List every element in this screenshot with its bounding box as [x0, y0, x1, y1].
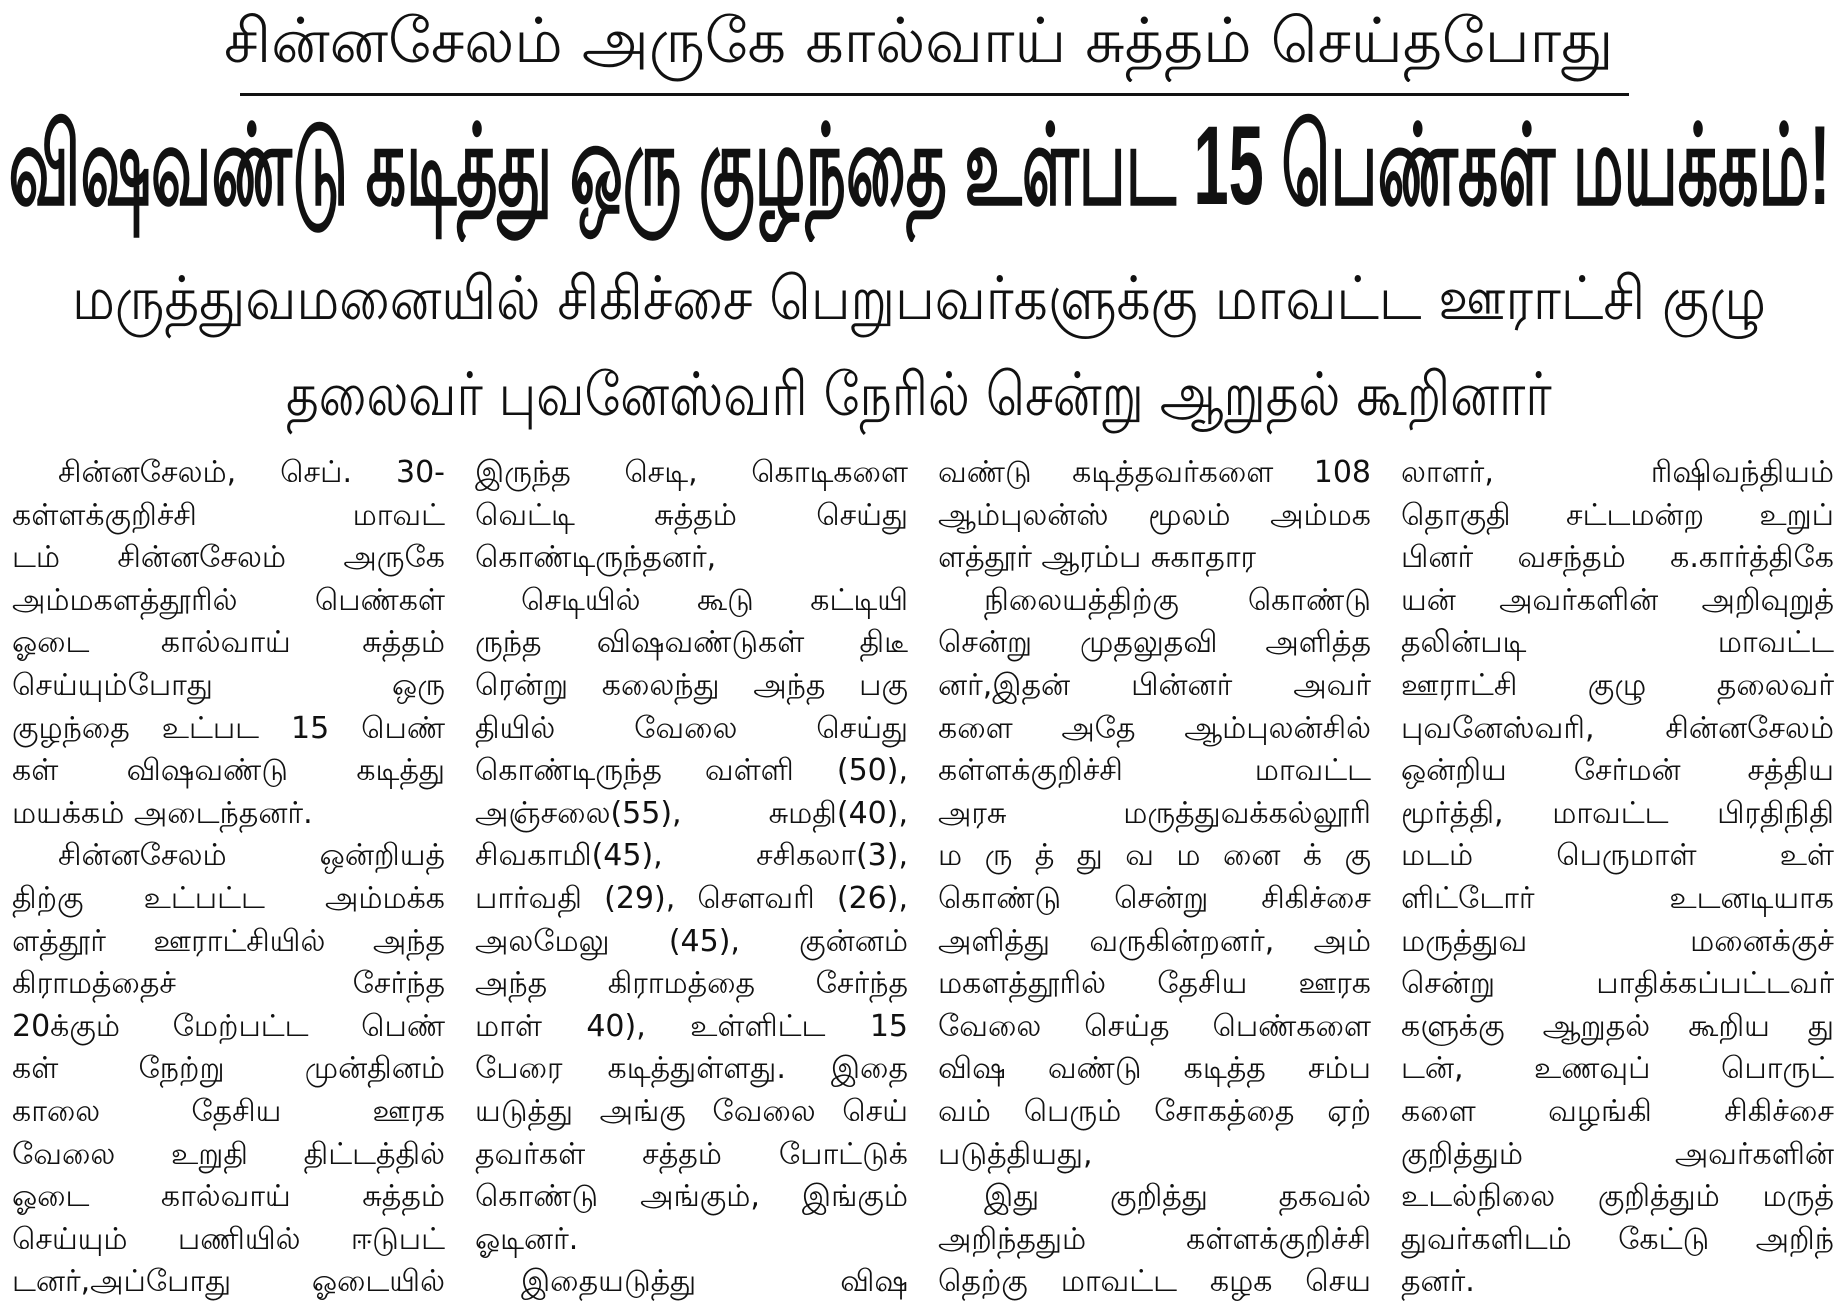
subheadline-text: தலைவர் புவனேஸ்வரி நேரில் சென்று ஆறுதல் கூறினார்: [286, 360, 1552, 430]
article-line: களை அதே ஆம்புலன்சில்: [938, 710, 1371, 746]
article-line: புவனேஸ்வரி, சின்னசேலம்: [1401, 710, 1834, 746]
article-line: துவர்களிடம் கேட்டு அறிந்: [1401, 1221, 1834, 1257]
article-line: இது குறித்து தகவல்: [984, 1179, 1371, 1215]
dateline: சின்னசேலம், செப். 30-: [58, 455, 445, 490]
article-line: ளத்தூர் ஆரம்ப சுகாதார: [938, 540, 1257, 576]
article-line: னர்,இதன் பின்னர் அவர்: [938, 667, 1371, 703]
article-line: பினர் வசந்தம் க.கார்த்திகே: [1401, 540, 1834, 576]
article-line: அளித்து வருகின்றனர், அம்: [938, 923, 1371, 959]
article-line: வண்டு கடித்தவர்களை 108: [938, 455, 1371, 490]
article-line: மாள் 40), உள்ளிட்ட 15: [475, 1008, 908, 1044]
article-line: குழந்தை உட்பட 15 பெண்: [12, 710, 445, 746]
article-line: தொகுதி சட்டமன்ற உறுப்: [1401, 497, 1834, 533]
article-line: தவர்கள் சத்தம் போட்டுக்: [475, 1136, 908, 1172]
article-line: குறித்தும் அவர்களின்: [1401, 1136, 1834, 1172]
article-line: நிலையத்திற்கு கொண்டு: [984, 582, 1371, 618]
article-line: ஓடை கால்வாய் சுத்தம்: [12, 1179, 445, 1215]
article-column-1: [12, 452, 445, 1304]
article-line: சென்று முதலுதவி அளித்த: [938, 625, 1371, 661]
article-line: படுத்தியது,: [938, 1136, 1093, 1172]
article-line: ஆம்புலன்ஸ் மூலம் அம்மக: [938, 497, 1371, 533]
article-column-2: [475, 452, 908, 1304]
article-line: களுக்கு ஆறுதல் கூறிய து: [1401, 1008, 1834, 1044]
article-line: செய்யும் பணியில் ஈடுபட்: [12, 1221, 445, 1257]
article-line: திற்கு உட்பட்ட அம்மக்க: [12, 880, 445, 916]
article-line: டம் சின்னசேலம் அருகே: [12, 540, 445, 576]
article-line: அறிந்ததும் கள்ளக்குறிச்சி: [938, 1221, 1371, 1257]
article-line: செய்யும்போது ஒரு: [12, 667, 445, 703]
article-line: விஷ வண்டு கடித்த சம்ப: [938, 1051, 1371, 1087]
article-line: சென்று பாதிக்கப்பட்டவர்: [1401, 966, 1834, 1002]
article-line: ஒன்றிய சேர்மன் சத்திய: [1401, 753, 1834, 789]
article-line: கொண்டு சென்று சிகிச்சை: [938, 880, 1371, 916]
article-line: ருந்த விஷவண்டுகள் திடீ: [475, 625, 908, 661]
article-line: யடுத்து அங்கு வேலை செய்: [475, 1093, 908, 1129]
article-column-4: [1401, 452, 1834, 1304]
subheadline-text: மருத்துவமனையில் சிகிச்சை பெறுபவர்களுக்கு மாவட்ட ஊராட்சி குழு: [71, 264, 1767, 334]
kicker-underline: [240, 93, 1629, 96]
article-line: மயக்கம் அடைந்தனர்.: [12, 795, 313, 831]
article-line: சின்னசேலம் ஒன்றியத்: [58, 838, 445, 874]
article-line: ஊராட்சி குழு தலைவர்: [1401, 667, 1834, 703]
article-line: மடம் பெருமாள் உள்: [1401, 838, 1834, 874]
article-column-3: [938, 452, 1371, 1304]
article-line: கிராமத்தைச் சேர்ந்த: [12, 966, 445, 1002]
article-line: பேரை கடித்துள்ளது. இதை: [475, 1051, 908, 1087]
article-line: ரென்று கலைந்து அந்த பகு: [475, 667, 908, 703]
article-line: மருத்துவ மனைக்குச்: [1401, 923, 1834, 959]
article-line: ம ரு த் து வ ம னை க் கு: [938, 838, 1371, 874]
article-line: வேலை உறுதி திட்டத்தில்: [12, 1136, 445, 1172]
article-line: இதையடுத்து விஷ: [521, 1264, 908, 1300]
article-line: 20க்கும் மேற்பட்ட பெண்: [12, 1008, 445, 1044]
article-line: டனர்,அப்போது ஓடையில்: [12, 1264, 445, 1300]
article-line: கள்ளக்குறிச்சி மாவட்ட: [938, 753, 1371, 789]
subheadline-line-2: [0, 354, 1838, 444]
article-line: வெட்டி சுத்தம் செய்து: [475, 497, 908, 533]
article-line: வேலை செய்த பெண்களை: [938, 1008, 1371, 1044]
article-line: அரசு மருத்துவக்கல்லூரி: [938, 795, 1371, 831]
article-line: ளத்தூர் ஊராட்சியில் அந்த: [12, 923, 445, 959]
article-line: கள்ளக்குறிச்சி மாவட்: [12, 497, 445, 533]
headline-text: விஷவண்டு கடித்து ஒரு குழந்தை உள்பட 15 பெண்கள் மயக்கம்!: [8, 104, 1830, 228]
article-line: மூர்த்தி, மாவட்ட பிரதிநிதி: [1401, 795, 1834, 831]
article-line: பார்வதி (29), சௌவரி (26),: [475, 880, 908, 916]
article-line: லாளர், ரிஷிவந்தியம்: [1401, 455, 1834, 490]
article-line: சிவகாமி(45), சசிகலா(3),: [475, 838, 908, 874]
article-line: அஞ்சலை(55), சுமதி(40),: [475, 795, 908, 831]
article-line: தெற்கு மாவட்ட கழக செய: [938, 1264, 1371, 1300]
article-line: இருந்த செடி, கொடிகளை: [475, 455, 908, 490]
article-line: உடல்நிலை குறித்தும் மருத்: [1401, 1179, 1834, 1215]
article-line: அம்மகளத்தூரில் பெண்கள்: [12, 582, 445, 618]
headline: [0, 104, 1838, 242]
article-line: கொண்டிருந்த வள்ளி (50),: [475, 753, 908, 789]
article-line: கொண்டிருந்தனர்,: [475, 540, 717, 576]
article-line: களை வழங்கி சிகிச்சை: [1401, 1093, 1834, 1129]
article-line: ஓடை கால்வாய் சுத்தம்: [12, 625, 445, 661]
article-line: அந்த கிராமத்தை சேர்ந்த: [475, 966, 908, 1002]
article-line: கள் நேற்று முன்தினம்: [12, 1051, 445, 1087]
kicker-text: சின்னசேலம் அருகே கால்வாய் சுத்தம் செய்தபோது: [224, 4, 1614, 77]
article-line: ஓடினர்.: [475, 1221, 579, 1257]
article-line: மகளத்தூரில் தேசிய ஊரக: [938, 966, 1371, 1002]
article-line: டன், உணவுப் பொருட்: [1401, 1051, 1834, 1087]
article-line: காலை தேசிய ஊரக: [12, 1093, 445, 1129]
article-line: ளிட்டோர் உடனடியாக: [1401, 880, 1834, 916]
kicker-heading: [0, 0, 1838, 90]
article-line: கள் விஷவண்டு கடித்து: [12, 753, 445, 789]
subheadline-line-1: [0, 258, 1838, 348]
article-line: தனர்.: [1401, 1264, 1475, 1300]
article-line: வம் பெரும் சோகத்தை ஏற்: [938, 1093, 1371, 1129]
article-line: செடியில் கூடு கட்டியி: [521, 582, 908, 618]
article-line: தியில் வேலை செய்து: [475, 710, 908, 746]
article-line: அலமேலு (45), குன்னம்: [475, 923, 908, 959]
article-line: கொண்டு அங்கும், இங்கும்: [475, 1179, 908, 1215]
article-line: தலின்படி மாவட்ட: [1401, 625, 1834, 661]
article-line: யன் அவர்களின் அறிவுறுத்: [1401, 582, 1834, 618]
